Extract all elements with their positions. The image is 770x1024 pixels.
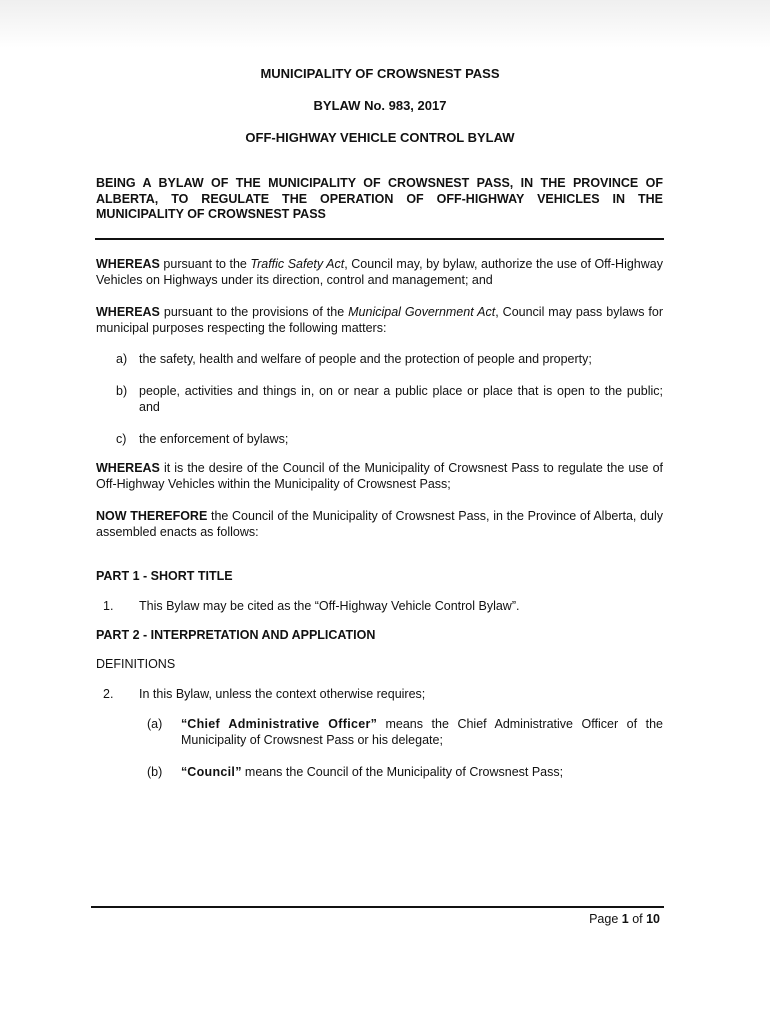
scan-shadow bbox=[0, 0, 770, 48]
page-prefix: Page bbox=[589, 912, 622, 926]
whereas-text: it is the desire of the Council of the Municipality of Crowsnest Pass to regulate the use of Off-Highway Vehicles within the Municipality of Crowsnest Pass; bbox=[96, 461, 663, 491]
definition-label: (b) bbox=[147, 765, 163, 779]
quote-close: ” bbox=[370, 717, 377, 731]
definition-label: (a) bbox=[147, 717, 163, 731]
matter-item bbox=[116, 383, 663, 415]
matter-label: c) bbox=[116, 432, 127, 446]
definitions-subheading: DEFINITIONS bbox=[96, 657, 176, 671]
whereas-text-post: , Council may, by bylaw, authorize the use of Off-Highway Vehicles on Highways under its direction, control and management; and bbox=[96, 257, 663, 287]
matter-text: people, activities and things in, on or near a public place or place that is open to the public; and bbox=[139, 384, 663, 414]
matter-item bbox=[116, 351, 663, 367]
header-divider bbox=[95, 238, 664, 240]
page-total: 10 bbox=[646, 912, 660, 926]
whereas-keyword: WHEREAS bbox=[96, 257, 160, 271]
whereas-municipal-government bbox=[96, 304, 663, 336]
whereas-desire bbox=[96, 460, 663, 492]
page-current: 1 bbox=[621, 912, 629, 926]
definition-term: Council bbox=[187, 765, 236, 779]
whereas-traffic-safety bbox=[96, 256, 663, 288]
section-number: 1. bbox=[103, 599, 114, 613]
definition-term: Chief Administrative Officer bbox=[187, 717, 371, 731]
whereas-text-pre: pursuant to the bbox=[159, 257, 251, 271]
part2-heading: PART 2 - INTERPRETATION AND APPLICATION bbox=[96, 628, 376, 642]
definition-item bbox=[147, 764, 663, 780]
section-2 bbox=[103, 686, 663, 702]
matter-text: the enforcement of bylaws; bbox=[139, 432, 289, 446]
page-number bbox=[589, 912, 660, 926]
act-name: Municipal Government Act bbox=[348, 305, 496, 319]
page-of: of bbox=[628, 912, 647, 926]
matter-item bbox=[116, 431, 663, 447]
matter-label: a) bbox=[116, 352, 128, 366]
matter-label: b) bbox=[116, 384, 128, 398]
definition-item bbox=[147, 716, 663, 748]
footer-divider bbox=[91, 906, 664, 908]
whereas-keyword: WHEREAS bbox=[96, 461, 160, 475]
whereas-text-post: , Council may pass bylaws for municipal purposes respecting the following matters: bbox=[96, 305, 663, 335]
bylaw-number: BYLAW No. 983, 2017 bbox=[313, 98, 447, 113]
whereas-text-pre: pursuant to the provisions of the bbox=[159, 305, 349, 319]
matter-text: the safety, health and welfare of people and the protection of people and property; bbox=[139, 352, 592, 366]
whereas-keyword: WHEREAS bbox=[96, 305, 160, 319]
quote-open: “ bbox=[181, 717, 188, 731]
section-number: 2. bbox=[103, 687, 114, 701]
now-therefore-text: the Council of the Municipality of Crowsnest Pass, in the Province of Alberta, duly assembled enacts as follows: bbox=[96, 509, 663, 539]
quote-close: ” bbox=[235, 765, 242, 779]
now-therefore bbox=[96, 508, 663, 540]
bylaw-title: OFF-HIGHWAY VEHICLE CONTROL BYLAW bbox=[245, 130, 515, 145]
quote-open: “ bbox=[181, 765, 188, 779]
municipality-title: MUNICIPALITY OF CROWSNEST PASS bbox=[260, 66, 500, 81]
now-therefore-keyword: NOW THEREFORE bbox=[96, 509, 208, 523]
preamble-heading: BEING A BYLAW OF THE MUNICIPALITY OF CROWSNEST PASS, IN THE PROVINCE OF ALBERTA, TO REGULATE THE OPERATION OF OFF-HIGHWAY VEHICLES IN THE MUNICIPALITY OF CROWSNEST PASS bbox=[96, 176, 663, 221]
act-name: Traffic Safety Act bbox=[250, 257, 345, 271]
section-1 bbox=[103, 598, 663, 614]
part1-heading: PART 1 - SHORT TITLE bbox=[96, 569, 233, 583]
section-text: In this Bylaw, unless the context otherwise requires; bbox=[139, 687, 426, 701]
definition-body: means the Chief Administrative Officer of the Municipality of Crowsnest Pass or his delegate; bbox=[181, 717, 663, 747]
definition-text bbox=[181, 716, 663, 748]
section-text: This Bylaw may be cited as the “Off-Highway Vehicle Control Bylaw”. bbox=[139, 599, 520, 613]
definition-body: means the Council of the Municipality of Crowsnest Pass; bbox=[241, 765, 564, 779]
definition-text bbox=[181, 764, 663, 780]
